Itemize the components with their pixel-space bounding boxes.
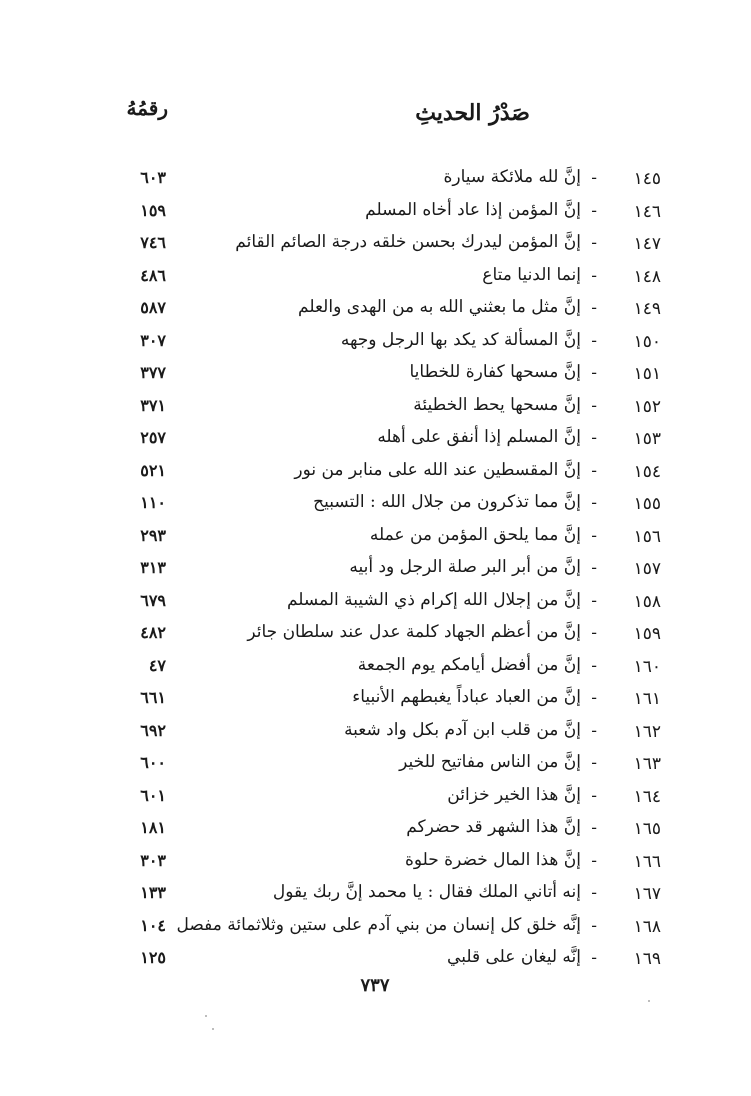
hadith-reference-number: ١١٠ (140, 493, 166, 512)
entry-number: ١٦٣ (633, 754, 661, 774)
hadith-reference-number: ٦٠٠ (140, 753, 166, 772)
index-row (0, 750, 751, 783)
hadith-opening-text: إنَّ من أبر البر صلة الرجل ود أبيه (349, 557, 581, 577)
entry-separator: - (591, 460, 597, 481)
index-row (0, 588, 751, 621)
entry-separator: - (591, 655, 597, 676)
index-row (0, 263, 751, 296)
entry-number: ١٥٩ (633, 624, 661, 644)
entry-separator: - (591, 330, 597, 351)
hadith-opening-text: إنَّ من إجلال الله إكرام ذي الشيبة المسلم (286, 589, 581, 610)
hadith-opening-text: إنَّ من العباد عباداً يغبطهم الأنبياء (352, 687, 581, 707)
index-row (0, 685, 751, 718)
column-heading-hadith: صَدْرُ الحديثِ (415, 100, 530, 126)
entry-separator: - (591, 525, 597, 546)
index-row (0, 913, 751, 946)
hadith-reference-number: ٣٧١ (140, 395, 166, 415)
hadith-opening-text: إنَّ المسألة كد يكد بها الرجل وجهه (340, 329, 581, 350)
hadith-opening-text: إنَّ المسلم إذا أنفق على أهله (377, 427, 581, 447)
hadith-reference-number: ٥٢١ (140, 460, 166, 480)
entry-number: ١٥٧ (633, 559, 661, 579)
hadith-reference-number: ٦٩٢ (140, 720, 166, 740)
entry-separator: - (591, 785, 597, 806)
hadith-reference-number: ٢٩٣ (140, 525, 166, 545)
scan-speck (648, 1000, 650, 1002)
scan-speck (212, 1028, 214, 1030)
entry-separator: - (591, 915, 597, 936)
entry-number: ١٥٠ (633, 331, 661, 352)
hadith-opening-text: إنَّ مسحها كفارة للخطايا (409, 362, 581, 382)
entry-number: ١٤٥ (633, 169, 661, 189)
index-row (0, 815, 751, 848)
hadith-opening-text: إنَّ من قلب ابن آدم بكل واد شعبة (344, 719, 581, 740)
index-row (0, 393, 751, 426)
entry-number: ١٥٤ (633, 461, 661, 482)
entry-number: ١٦٧ (633, 884, 661, 904)
index-row (0, 360, 751, 393)
hadith-opening-text: إنَّ من أعظم الجهاد كلمة عدل عند سلطان جائر (247, 622, 581, 642)
entry-separator: - (591, 493, 597, 513)
entry-separator: - (591, 168, 597, 188)
entry-number: ١٤٦ (633, 201, 661, 222)
entry-separator: - (591, 265, 597, 286)
hadith-opening-text: إنَّ مثل ما بعثني الله به من الهدى والعلم (298, 297, 581, 317)
entry-separator: - (591, 233, 597, 253)
entry-separator: - (591, 818, 597, 838)
hadith-reference-number: ٦٧٩ (140, 590, 166, 610)
hadith-opening-text: إنَّ مما تذكرون من جلال الله : التسبيح (313, 492, 581, 512)
entry-number: ١٥٦ (633, 526, 661, 547)
entry-separator: - (591, 720, 597, 741)
entry-separator: - (591, 883, 597, 903)
entry-number: ١٦٥ (633, 819, 661, 839)
hadith-reference-number: ٤٨٦ (140, 265, 166, 285)
hadith-reference-number: ٦٠١ (140, 785, 166, 805)
entry-number: ١٦٠ (633, 656, 661, 677)
index-row (0, 198, 751, 231)
hadith-opening-text: إنَّ هذا الخير خزائن (447, 784, 581, 805)
column-heading-number: رقمُهُ (126, 96, 168, 120)
entry-number: ١٦٦ (633, 851, 661, 872)
index-row (0, 848, 751, 881)
hadith-reference-number: ٤٨٢ (140, 623, 166, 642)
entry-number: ١٥١ (633, 364, 661, 384)
entry-number: ١٥٥ (633, 494, 661, 514)
hadith-index-list (0, 165, 751, 978)
entry-separator: - (591, 298, 597, 318)
hadith-opening-text: إنَّ لله ملائكة سيارة (443, 167, 581, 187)
entry-number: ١٤٨ (633, 266, 661, 287)
entry-number: ١٦٤ (633, 786, 661, 807)
index-row (0, 783, 751, 816)
hadith-opening-text: إنَّه خلق كل إنسان من بني آدم على ستين وثلاثمائة مفصل (176, 914, 581, 935)
hadith-reference-number: ٥٨٧ (140, 298, 166, 317)
hadith-opening-text: إنَّ المقسطين عند الله على منابر من نور (294, 459, 581, 480)
entry-number: ١٥٢ (633, 396, 661, 417)
hadith-opening-text: إنَّ من الناس مفاتيح للخير (399, 752, 581, 772)
entry-number: ١٥٣ (633, 429, 661, 449)
hadith-reference-number: ١٨١ (140, 818, 166, 837)
index-row (0, 230, 751, 263)
hadith-opening-text: إنَّه ليغان على قلبي (447, 947, 581, 967)
entry-separator: - (591, 558, 597, 578)
entry-number: ١٤٩ (633, 299, 661, 319)
hadith-opening-text: إنَّ من أفضل أيامكم يوم الجمعة (357, 654, 581, 675)
index-row (0, 880, 751, 913)
entry-separator: - (591, 688, 597, 708)
hadith-opening-text: إنه أتاني الملك فقال : يا محمد إنَّ ربك يقول (272, 882, 581, 902)
index-row (0, 490, 751, 523)
index-row (0, 620, 751, 653)
hadith-reference-number: ٦٦١ (140, 688, 166, 707)
scan-speck (205, 1015, 207, 1017)
entry-separator: - (591, 623, 597, 643)
index-row (0, 523, 751, 556)
entry-separator: - (591, 948, 597, 968)
entry-separator: - (591, 395, 597, 416)
entry-number: ١٦٨ (633, 916, 661, 937)
hadith-reference-number: ٣٠٣ (140, 850, 166, 870)
entry-separator: - (591, 200, 597, 221)
entry-separator: - (591, 850, 597, 871)
hadith-opening-text: إنَّ هذا المال خضرة حلوة (404, 849, 581, 870)
hadith-opening-text: إنَّ المؤمن إذا عاد أخاه المسلم (365, 199, 581, 220)
hadith-reference-number: ٦٠٣ (140, 168, 166, 187)
hadith-opening-text: إنَّ مسحها يحط الخطيئة (413, 394, 581, 415)
entry-number: ١٦٢ (633, 721, 661, 742)
hadith-reference-number: ١٣٣ (140, 883, 166, 902)
entry-number: ١٥٨ (633, 591, 661, 612)
page-number: ٧٣٧ (360, 975, 390, 996)
entry-separator: - (591, 363, 597, 383)
index-row (0, 555, 751, 588)
index-row (0, 165, 751, 198)
entry-separator: - (591, 590, 597, 611)
entry-number: ١٦٩ (633, 949, 661, 969)
hadith-reference-number: ٣١٣ (140, 558, 166, 577)
index-row (0, 653, 751, 686)
index-row (0, 328, 751, 361)
index-row (0, 295, 751, 328)
entry-number: ١٦١ (633, 689, 661, 709)
entry-separator: - (591, 428, 597, 448)
hadith-opening-text: إنَّ هذا الشهر قد حضركم (406, 817, 581, 837)
index-row (0, 718, 751, 751)
entry-number: ١٤٧ (633, 234, 661, 254)
hadith-reference-number: ٤٧ (148, 655, 166, 675)
index-row (0, 458, 751, 491)
entry-separator: - (591, 753, 597, 773)
hadith-reference-number: ١٢٥ (140, 948, 166, 967)
hadith-reference-number: ٣٧٧ (140, 363, 166, 382)
hadith-opening-text: إنَّ مما يلحق المؤمن من عمله (369, 524, 581, 545)
hadith-reference-number: ٧٤٦ (140, 233, 166, 252)
hadith-reference-number: ٣٠٧ (140, 330, 166, 350)
hadith-reference-number: ١٠٤ (140, 915, 166, 935)
hadith-reference-number: ١٥٩ (140, 200, 166, 220)
index-row (0, 425, 751, 458)
hadith-reference-number: ٢٥٧ (140, 428, 166, 447)
index-row (0, 945, 751, 978)
hadith-opening-text: إنما الدنيا متاع (482, 264, 581, 285)
hadith-opening-text: إنَّ المؤمن ليدرك بحسن خلقه درجة الصائم القائم (235, 232, 581, 252)
